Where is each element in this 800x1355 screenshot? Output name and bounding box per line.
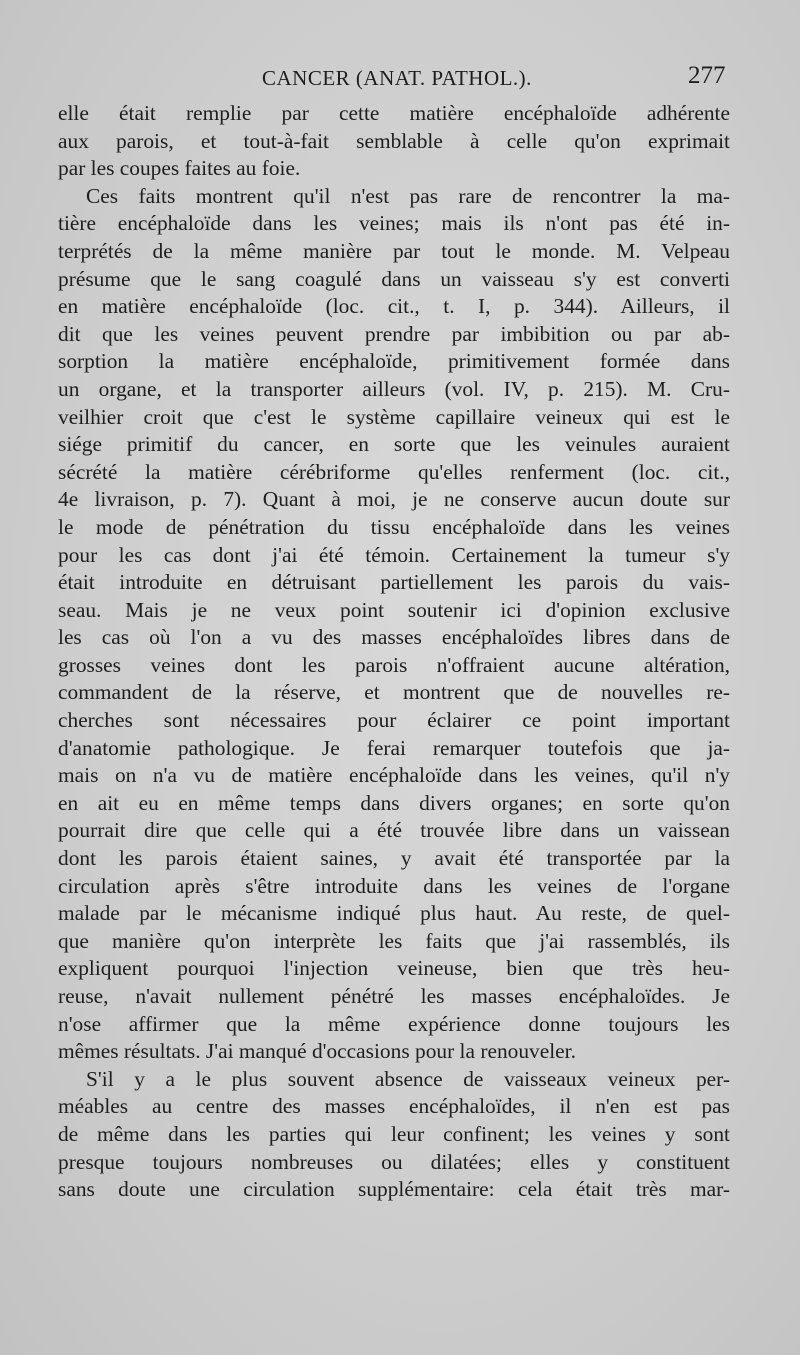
body-text xyxy=(58,100,730,1204)
text-line: méables au centre des masses encéphaloïdes, il n'en est pas xyxy=(58,1094,730,1119)
page-header xyxy=(0,62,800,96)
text-line: sécrété la matière cérébriforme qu'elles renferment (loc. cit., xyxy=(58,459,730,484)
text-line: elle était remplie par cette matière encéphaloïde adhérente xyxy=(58,101,730,125)
text-line: en ait eu en même temps dans divers organes; en sorte qu'on xyxy=(58,790,730,815)
text-line: présume que le sang coagulé dans un vaisseau s'y est converti xyxy=(58,266,730,291)
text-line: 4e livraison, p. 7). Quant à moi, je ne conserve aucun doute sur xyxy=(58,487,730,512)
running-head: CANCER (ANAT. PATHOL.). xyxy=(262,66,532,90)
text-line: d'anatomie pathologique. Je ferai remarquer toutefois que ja- xyxy=(58,735,730,760)
text-line: circulation après s'être introduite dans les veines de l'organe xyxy=(58,873,730,898)
text-line: siége primitif du cancer, en sorte que les veinules auraient xyxy=(58,432,730,457)
text-line: était introduite en détruisant partiellement les parois du vais- xyxy=(58,570,730,595)
text-line: seau. Mais je ne veux point soutenir ici d'opinion exclusive xyxy=(58,597,730,622)
text-line: un organe, et la transporter ailleurs (vol. IV, p. 215). M. Cru- xyxy=(58,376,730,401)
text-line: que manière qu'on interprète les faits que j'ai rassemblés, ils xyxy=(58,928,730,953)
text-line: les cas où l'on a vu des masses encéphaloïdes libres dans de xyxy=(58,625,730,650)
text-line: en matière encéphaloïde (loc. cit., t. I, p. 344). Ailleurs, il xyxy=(58,294,730,319)
text-line: aux parois, et tout-à-fait semblable à celle qu'on exprimait xyxy=(58,128,730,153)
text-line: mais on n'a vu de matière encéphaloïde dans les veines, qu'il n'y xyxy=(58,763,730,788)
text-line: de même dans les parties qui leur confinent; les veines y sont xyxy=(58,1121,730,1146)
text-line: pour les cas dont j'ai été témoin. Certainement la tumeur s'y xyxy=(58,542,730,567)
text-line: par les coupes faites au foie. xyxy=(58,156,301,181)
text-line: cherches sont nécessaires pour éclairer ce point important xyxy=(58,708,730,733)
text-line: tière encéphaloïde dans les veines; mais ils n'ont pas été in- xyxy=(58,211,730,236)
text-line: grosses veines dont les parois n'offraient aucune altération, xyxy=(58,652,730,677)
paragraph-start-line: S'il y a le plus souvent absence de vaisseaux veineux per- xyxy=(86,1066,730,1091)
text-line: sorption la matière encéphaloïde, primitivement formée dans xyxy=(58,349,730,374)
text-line: presque toujours nombreuses ou dilatées; elles y constituent xyxy=(58,1149,730,1174)
page-number: 277 xyxy=(688,62,726,89)
text-line: n'ose affirmer que la même expérience donne toujours les xyxy=(58,1011,730,1036)
text-line: dont les parois étaient saines, y avait été transportée par la xyxy=(58,846,730,871)
text-line: expliquent pourquoi l'injection veineuse, bien que très heu- xyxy=(58,956,730,981)
text-line: veilhier croit que c'est le système capillaire veineux qui est le xyxy=(58,404,730,429)
text-line: reuse, n'avait nullement pénétré les masses encéphaloïdes. Je xyxy=(58,984,730,1008)
text-line: terprétés de la même manière par tout le monde. M. Velpeau xyxy=(58,238,730,263)
text-line: pourrait dire que celle qui a été trouvée libre dans un vaissean xyxy=(58,818,730,843)
paragraph-start-line: Ces faits montrent qu'il n'est pas rare de rencontrer la ma- xyxy=(86,183,730,208)
text-line: dit que les veines peuvent prendre par imbibition ou par ab- xyxy=(58,321,730,346)
text-line: le mode de pénétration du tissu encéphaloïde dans les veines xyxy=(58,514,730,539)
text-line: sans doute une circulation supplémentaire: cela était très mar- xyxy=(58,1177,730,1202)
text-line: mêmes résultats. J'ai manqué d'occasions pour la renouveler. xyxy=(58,1039,576,1064)
text-line: malade par le mécanisme indiqué plus haut. Au reste, de quel- xyxy=(58,901,730,926)
text-line: commandent de la réserve, et montrent que de nouvelles re- xyxy=(58,680,730,705)
